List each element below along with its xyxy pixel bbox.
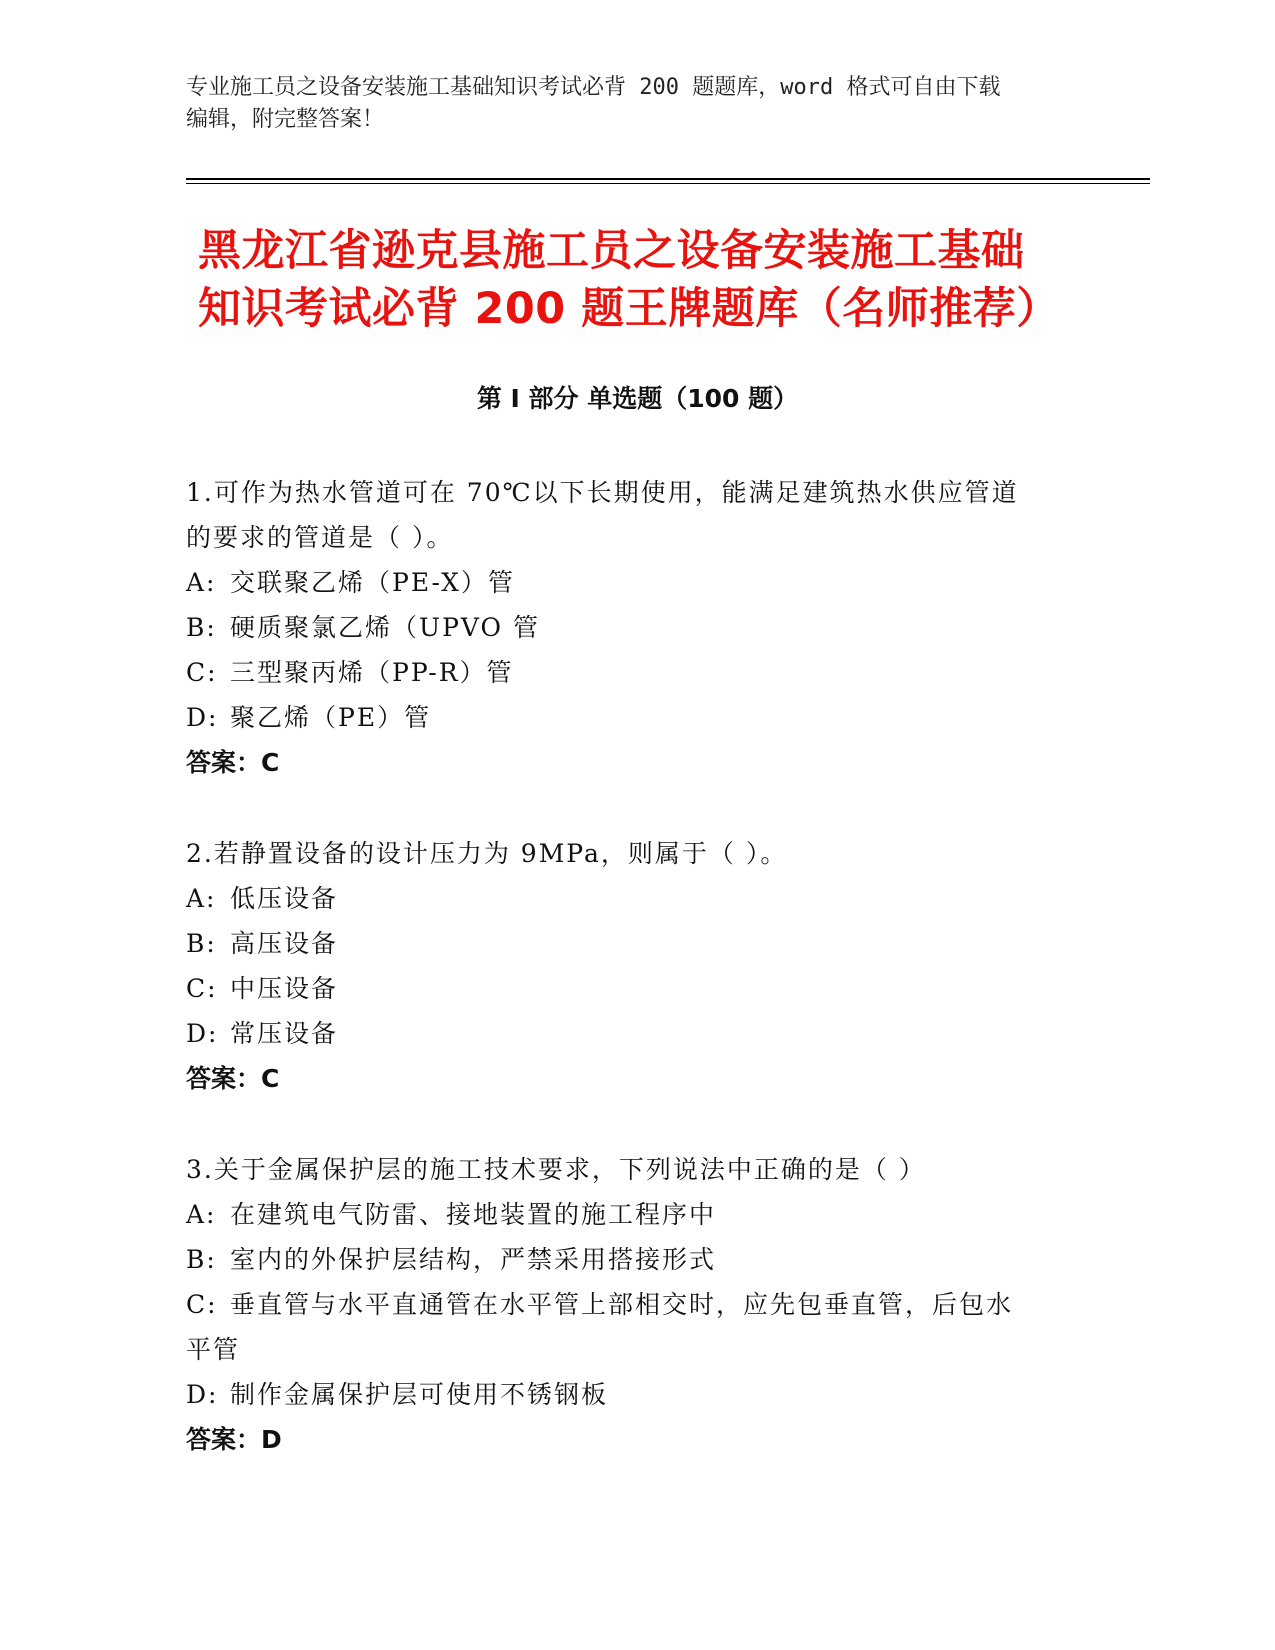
option-text: 中压设备 — [230, 974, 339, 1003]
option-c-continued: 平管 — [186, 1335, 241, 1364]
document-title-line-2: 知识考试必背 200 题王牌题库（名师推荐） — [198, 284, 1060, 334]
option-letter: C: — [186, 974, 218, 1003]
option-text: 高压设备 — [230, 929, 339, 958]
document-title — [198, 222, 1098, 338]
option-text: 低压设备 — [230, 884, 339, 913]
header-note-line-2: 编辑，附完整答案！ — [186, 107, 385, 132]
option-text: 室内的外保护层结构，严禁采用搭接形式 — [230, 1245, 717, 1274]
option-a — [186, 560, 1066, 605]
option-c — [186, 650, 1066, 695]
option-text: 常压设备 — [230, 1019, 339, 1048]
option-letter: A: — [186, 884, 217, 913]
option-letter: D: — [186, 1019, 219, 1048]
option-letter: B: — [186, 1245, 217, 1274]
document-title-line-1: 黑龙江省逊克县施工员之设备安装施工基础 — [198, 226, 1025, 276]
header-note-line-1: 专业施工员之设备安装施工基础知识考试必背 200 题题库，word 格式可自由下载 — [186, 75, 1001, 100]
option-c — [186, 966, 1066, 1011]
option-d — [186, 1011, 1066, 1056]
option-letter: B: — [186, 929, 217, 958]
option-d — [186, 695, 1066, 740]
option-text: 硬质聚氯乙烯（UPVO 管 — [230, 613, 540, 642]
question-item — [186, 470, 1066, 785]
question-item — [186, 1147, 1066, 1462]
option-letter: D: — [186, 703, 219, 732]
option-text: 制作金属保护层可使用不锈钢板 — [230, 1380, 609, 1409]
option-text: 交联聚乙烯（PE-X）管 — [230, 568, 515, 597]
question-list — [186, 470, 1066, 1508]
option-text: 在建筑电气防雷、接地装置的施工程序中 — [230, 1200, 717, 1229]
option-b — [186, 605, 1066, 650]
option-a — [186, 876, 1066, 921]
option-d — [186, 1372, 1066, 1417]
option-text: 三型聚丙烯（PP-R）管 — [230, 658, 514, 687]
option-letter: C: — [186, 1290, 218, 1319]
question-stem: 3.关于金属保护层的施工技术要求，下列说法中正确的是（ ） — [186, 1155, 926, 1184]
option-letter: A: — [186, 568, 217, 597]
question-stem: 2.若静置设备的设计压力为 9MPa，则属于（ ）。 — [186, 839, 788, 868]
option-letter: B: — [186, 613, 217, 642]
option-c — [186, 1282, 1066, 1327]
header-divider-thick — [186, 178, 1150, 180]
option-text: 垂直管与水平直通管在水平管上部相交时，应先包垂直管，后包水 — [230, 1290, 1014, 1319]
section-title: 第 I 部分 单选题（100 题） — [476, 384, 799, 413]
option-b — [186, 1237, 1066, 1282]
option-a — [186, 1192, 1066, 1237]
option-b — [186, 921, 1066, 966]
answer-label: 答案：C — [186, 748, 280, 777]
option-letter: C: — [186, 658, 218, 687]
option-letter: D: — [186, 1380, 219, 1409]
answer-label: 答案：D — [186, 1425, 282, 1454]
header-divider-thin — [186, 183, 1150, 184]
header-note — [186, 72, 1066, 136]
question-item — [186, 831, 1066, 1101]
answer-label: 答案：C — [186, 1064, 280, 1093]
option-letter: A: — [186, 1200, 217, 1229]
option-text: 聚乙烯（PE）管 — [230, 703, 432, 732]
question-stem: 1.可作为热水管道可在 70℃以下长期使用，能满足建筑热水供应管道 — [186, 478, 1019, 507]
question-stem-continued: 的要求的管道是（ ）。 — [186, 523, 454, 552]
